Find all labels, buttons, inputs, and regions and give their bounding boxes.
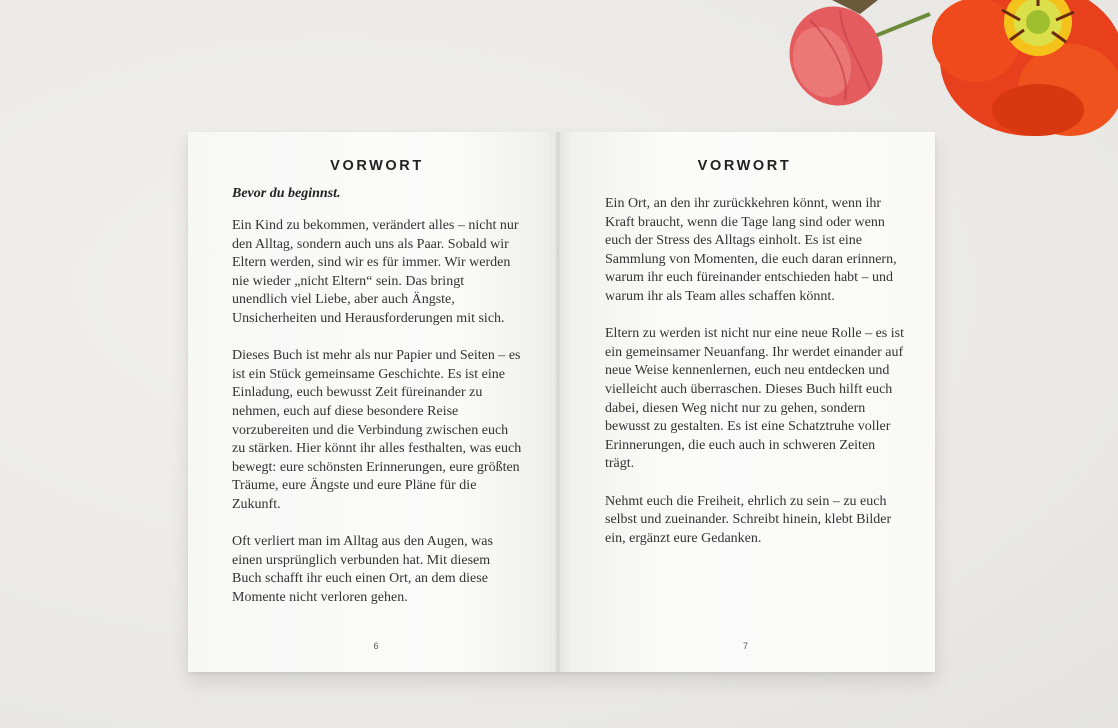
- paragraph: Dieses Buch ist mehr als nur Papier und Seiten – es ist ein Stück gemeinsame Geschichte. Es ist eine Einladung, euch bewusst Zeit füreinander zu nehmen, euch auf diese besondere Reise vorzubereiten und die Verbindung zwischen euch zu stärken. Hier könnt ihr alles festhalten, was euch bewegt: eure schönsten Erinnerungen, eure größten Träume, eure Ängste und eure Pläne für die Zukunft.: [232, 348, 522, 512]
- paragraph: Nehmt euch die Freiheit, ehrlich zu sein – zu euch selbst und zueinander. Schreibt hinein, klebt Bilder ein, ergänzt eure Gedanken.: [605, 493, 892, 546]
- page-subtitle: Bevor du beginnst.: [232, 186, 341, 201]
- page-body: [232, 217, 522, 626]
- page-title: VORWORT: [330, 158, 424, 174]
- open-book: [188, 132, 935, 672]
- page-number: 6: [373, 641, 379, 651]
- left-page: [188, 132, 558, 672]
- right-page: [558, 132, 935, 672]
- page-title: VORWORT: [697, 158, 792, 174]
- paragraph: Eltern zu werden ist nicht nur eine neue Rolle – es ist ein gemeinsamer Neuanfang. Ihr werdet einander auf neue Weise kennenlernen, euch neu entdecken und vielleicht auch überraschen. Dieses Buch hilft euch dabei, diesen Weg nicht nur zu gehen, sondern bewusst zu gestalten. Es ist eine Schatztruhe voller Erinnerungen, die euch auch in schweren Zeiten trägt.: [605, 326, 904, 472]
- paragraph: Oft verliert man im Alltag aus den Augen, was einen ursprünglich verbunden hat. Mit diesem Buch schafft ihr euch einen Ort, an dem diese Momente nicht verloren gehen.: [232, 534, 493, 605]
- page-number: 7: [742, 641, 748, 651]
- poppy-flowers-photo: [770, 0, 1118, 150]
- poppy-bud: [776, 0, 897, 119]
- page-body: [605, 195, 905, 567]
- book-gutter: [555, 132, 561, 672]
- poppy-open: [932, 0, 1118, 136]
- paragraph: Ein Ort, an den ihr zurückkehren könnt, wenn ihr Kraft braucht, wenn die Tage lang sind oder wenn euch der Stress des Alltags einholt. Es ist eine Sammlung von Momenten, die euch daran erinnern, warum ihr euch füreinander entschieden habt – und warum ihr als Team alles schaffen könnt.: [605, 196, 897, 304]
- paragraph: Ein Kind zu bekommen, verändert alles – nicht nur den Alltag, sondern auch uns als Paar. Sobald wir Eltern werden, sind wir es für immer. Wir werden nie wieder „nicht Eltern“ sein. Das bringt unendlich viel Liebe, aber auch Ängste, Unsicherheiten und Herausforderungen mit sich.: [232, 218, 519, 326]
